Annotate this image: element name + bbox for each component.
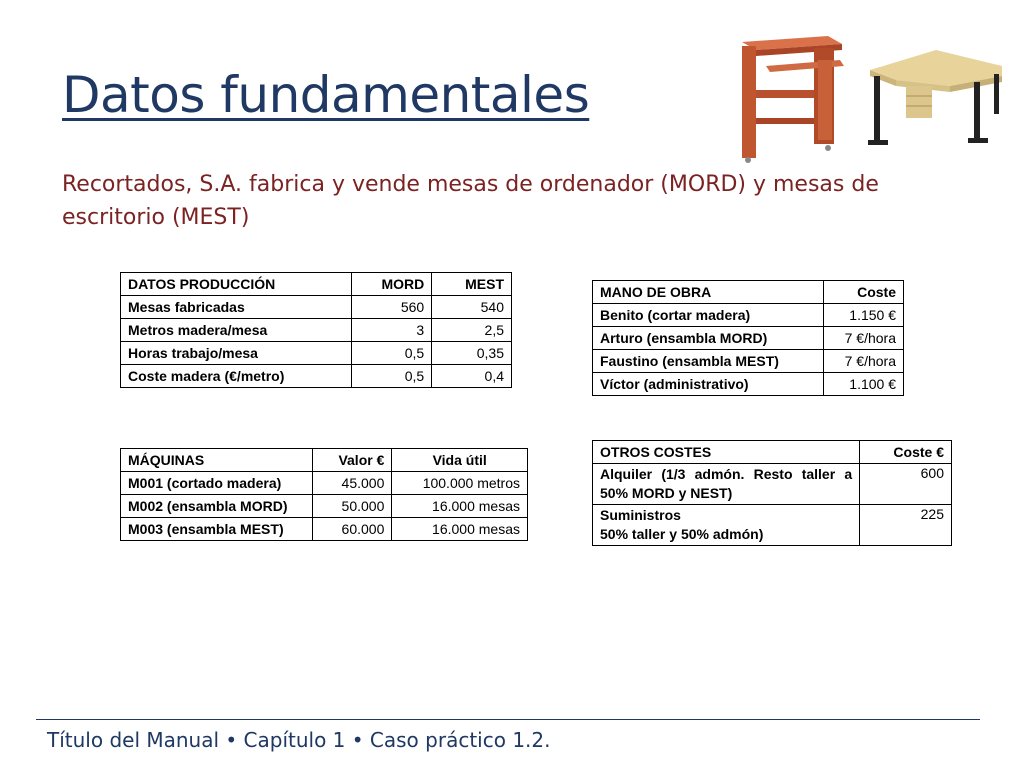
table-cell: 540 — [432, 296, 512, 319]
table-cell: 3 — [352, 319, 432, 342]
machines-table — [120, 448, 528, 541]
computer-desk-image — [736, 30, 848, 166]
table-header-row — [121, 273, 512, 296]
suministros-label: Suministros — [600, 507, 681, 523]
table-header-row — [593, 441, 952, 464]
table-cell: Faustino (ensambla MEST) — [593, 350, 824, 373]
table-cell: 0,5 — [352, 342, 432, 365]
slide-subtitle: Recortados, S.A. fabrica y vende mesas de ordenador (MORD) y mesas de escritorio (MEST) — [62, 172, 879, 230]
column-header: MANO DE OBRA — [593, 281, 824, 304]
column-header: DATOS PRODUCCIÓN — [121, 273, 352, 296]
column-header: MEST — [432, 273, 512, 296]
table-cell: Metros madera/mesa — [121, 319, 352, 342]
table-row — [593, 304, 904, 327]
table-header-row — [121, 449, 528, 472]
column-header: Vida útil — [392, 449, 528, 472]
table-row — [593, 373, 904, 396]
table-cell: Alquiler (1/3 admón. Resto taller a 50% MORD y NEST) — [593, 464, 860, 505]
table-row — [121, 518, 528, 541]
office-desk-image — [866, 40, 1006, 152]
table-cell: 600 — [860, 464, 952, 505]
table-cell: 560 — [352, 296, 432, 319]
table-cell: 0,5 — [352, 365, 432, 388]
table-row — [593, 464, 952, 505]
other-costs-table — [592, 440, 952, 546]
table-cell: Benito (cortar madera) — [593, 304, 824, 327]
slide-title: Datos fundamentales — [62, 66, 590, 124]
table-cell: 225 — [860, 505, 952, 546]
table-row — [121, 342, 512, 365]
table-cell: 0,4 — [432, 365, 512, 388]
table-row — [121, 495, 528, 518]
column-header: OTROS COSTES — [593, 441, 860, 464]
footer-text: Título del Manual • Capítulo 1 • Caso práctico 1.2. — [47, 728, 551, 752]
table-cell: 1.100 € — [824, 373, 904, 396]
production-data-table — [120, 272, 512, 388]
table-cell: 16.000 mesas — [392, 518, 528, 541]
table-cell: M001 (cortado madera) — [121, 472, 313, 495]
table-cell: 45.000 — [312, 472, 392, 495]
table-row — [121, 319, 512, 342]
table-header-row — [593, 281, 904, 304]
footer-divider — [36, 719, 980, 720]
table-cell: 2,5 — [432, 319, 512, 342]
table-cell: Mesas fabricadas — [121, 296, 352, 319]
table-cell: 0,35 — [432, 342, 512, 365]
table-cell: Arturo (ensambla MORD) — [593, 327, 824, 350]
table-row — [121, 365, 512, 388]
table-row — [121, 472, 528, 495]
column-header: MÁQUINAS — [121, 449, 313, 472]
table-cell: M002 (ensambla MORD) — [121, 495, 313, 518]
table-cell — [593, 505, 860, 546]
table-cell: Coste madera (€/metro) — [121, 365, 352, 388]
table-row — [121, 296, 512, 319]
table-cell: 7 €/hora — [824, 327, 904, 350]
column-header: Coste — [824, 281, 904, 304]
table-cell: 50.000 — [312, 495, 392, 518]
table-cell: 60.000 — [312, 518, 392, 541]
table-cell: 1.150 € — [824, 304, 904, 327]
table-row — [593, 505, 952, 546]
column-header: Coste € — [860, 441, 952, 464]
table-cell: 100.000 metros — [392, 472, 528, 495]
column-header: MORD — [352, 273, 432, 296]
labor-costs-table — [592, 280, 904, 396]
table-cell: Víctor (administrativo) — [593, 373, 824, 396]
table-row — [593, 327, 904, 350]
table-cell: M003 (ensambla MEST) — [121, 518, 313, 541]
table-row — [593, 350, 904, 373]
table-cell: Horas trabajo/mesa — [121, 342, 352, 365]
suministros-note: 50% taller y 50% admón) — [600, 526, 764, 542]
table-cell: 7 €/hora — [824, 350, 904, 373]
table-cell: 16.000 mesas — [392, 495, 528, 518]
column-header: Valor € — [312, 449, 392, 472]
